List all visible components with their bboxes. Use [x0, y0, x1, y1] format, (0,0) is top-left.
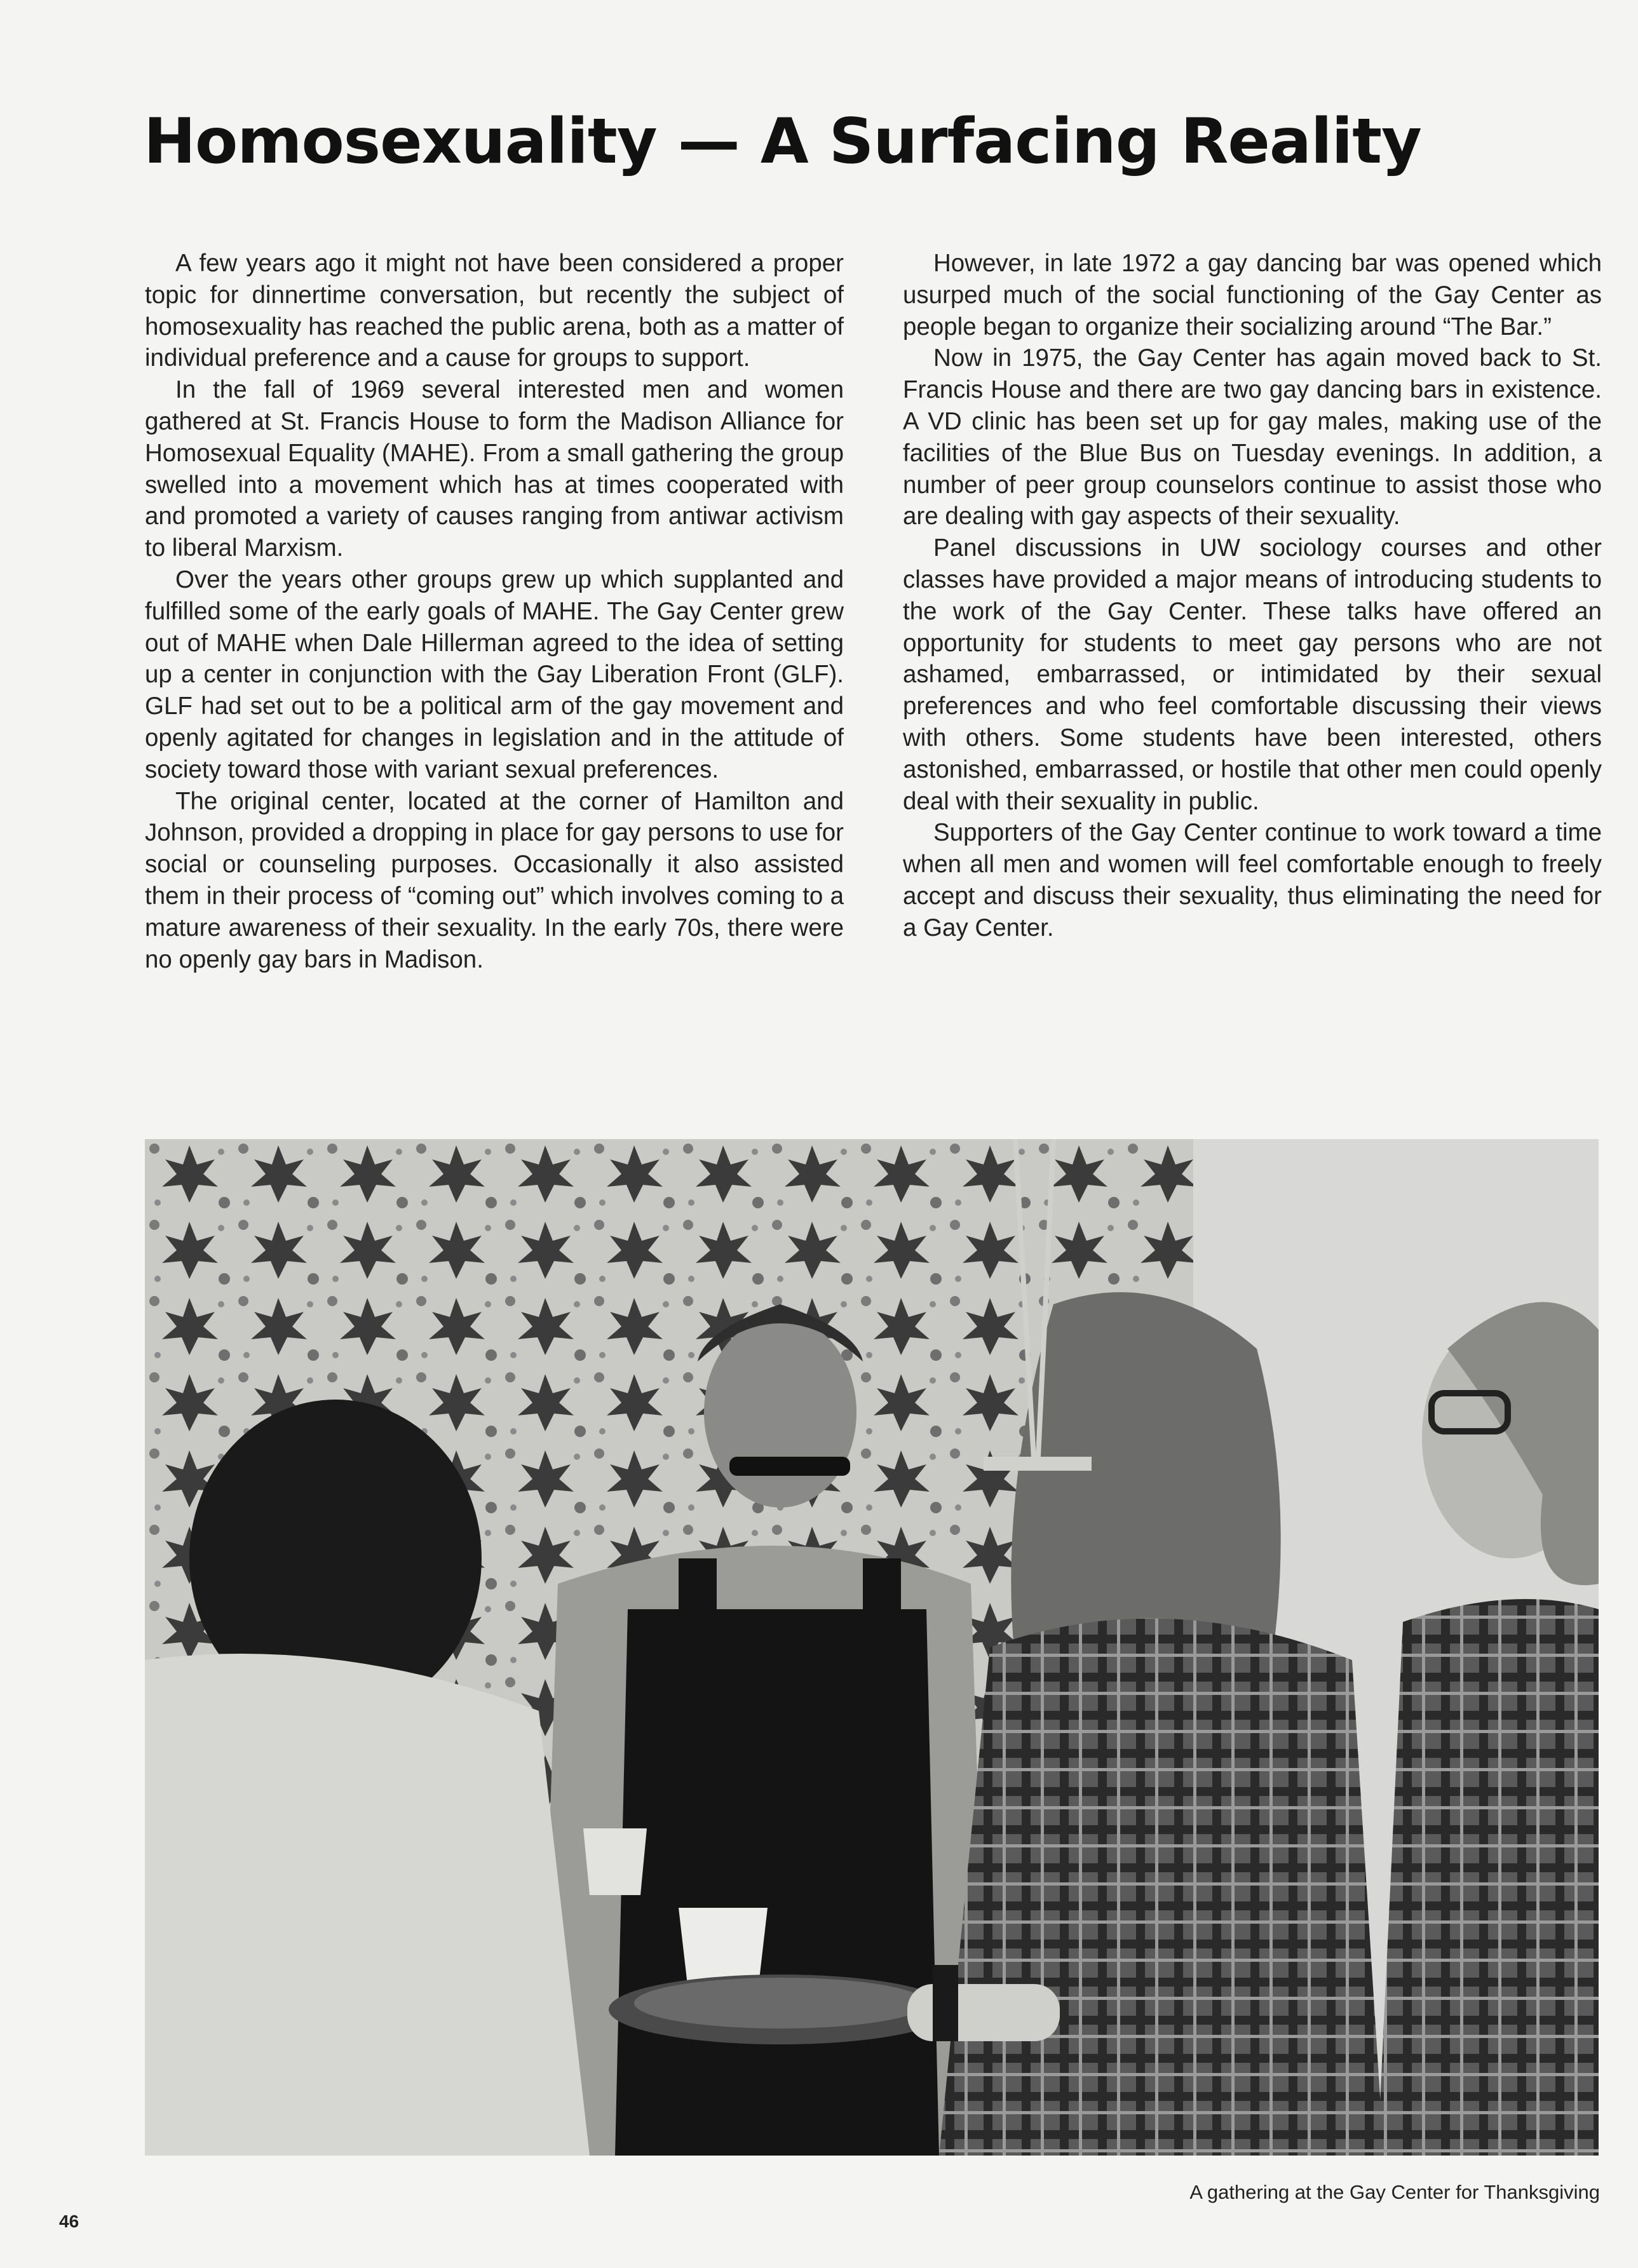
paragraph: A few years ago it might not have been considered a proper topic for dinnertime conversation, but recently the subject of homosexuality has reached the public arena, both as a matter of individual preference and a cause for groups to support. — [145, 250, 844, 372]
paragraph: Panel discussions in UW sociology courses and other classes have provided a major means of introducing students to the work of the Gay Center. These talks have offered an opportunity for students to meet gay persons who are not ashamed, embarrassed, or intimidated by their sexual preferences and who feel comfortable discussing their views with others. Some students have been interested, others astonished, embarrassed, or hostile that other men could openly deal with their sexuality in public. — [903, 534, 1602, 815]
paragraph: Over the years other groups grew up which supplanted and fulfilled some of the early goals of MAHE. The Gay Center grew out of MAHE when Dale Hillerman agreed to the idea of setting up a center in conjunction with the Gay Liberation Front (GLF). GLF had set out to be a political arm of the gay movement and openly agitated for changes in legislation and in the attitude of society toward those with variant sexual preferences. — [145, 565, 844, 783]
paragraph: Now in 1975, the Gay Center has again moved back to St. Francis House and there are two gay dancing bars in existence. A VD clinic has been set up for gay males, making use of the facilities of the Blue Bus on Tuesday evenings. In addition, a number of peer group counselors continue to assist those who are dealing with gay aspects of their sexuality. — [903, 344, 1602, 530]
paragraph: Supporters of the Gay Center continue to work toward a time when all men and women will feel comfortable enough to freely accept and discuss their sexuality, thus eliminating the need for a Gay Center. — [903, 819, 1602, 942]
thanksgiving-gathering-photo — [145, 1139, 1599, 2156]
photo-caption: A gathering at the Gay Center for Thanksgiving — [1189, 2181, 1600, 2203]
page-number: 46 — [59, 2211, 79, 2231]
paragraph: In the fall of 1969 several interested men and women gathered at St. Francis House to form the Madison Alliance for Homosexual Equality (MAHE). From a small gathering the group swelled into a movement which has at times cooperated with and promoted a variety of causes ranging from antiwar activism to liberal Marxism. — [145, 376, 844, 562]
paragraph: The original center, located at the corner of Hamilton and Johnson, provided a dropping in place for gay persons to use for social or counseling purposes. Occasionally it also assisted them in their process of “coming out” which involves coming to a mature awareness of their sexuality. In the early 70s, there were no openly gay bars in Madison. — [145, 787, 844, 973]
article-title: Homosexuality — A Surfacing Reality — [144, 105, 1421, 178]
left-text-column — [145, 248, 844, 975]
right-text-column — [903, 248, 1602, 944]
paragraph: However, in late 1972 a gay dancing bar was opened which usurped much of the social functioning of the Gay Center as people began to organize their socializing around “The Bar.” — [903, 250, 1602, 341]
